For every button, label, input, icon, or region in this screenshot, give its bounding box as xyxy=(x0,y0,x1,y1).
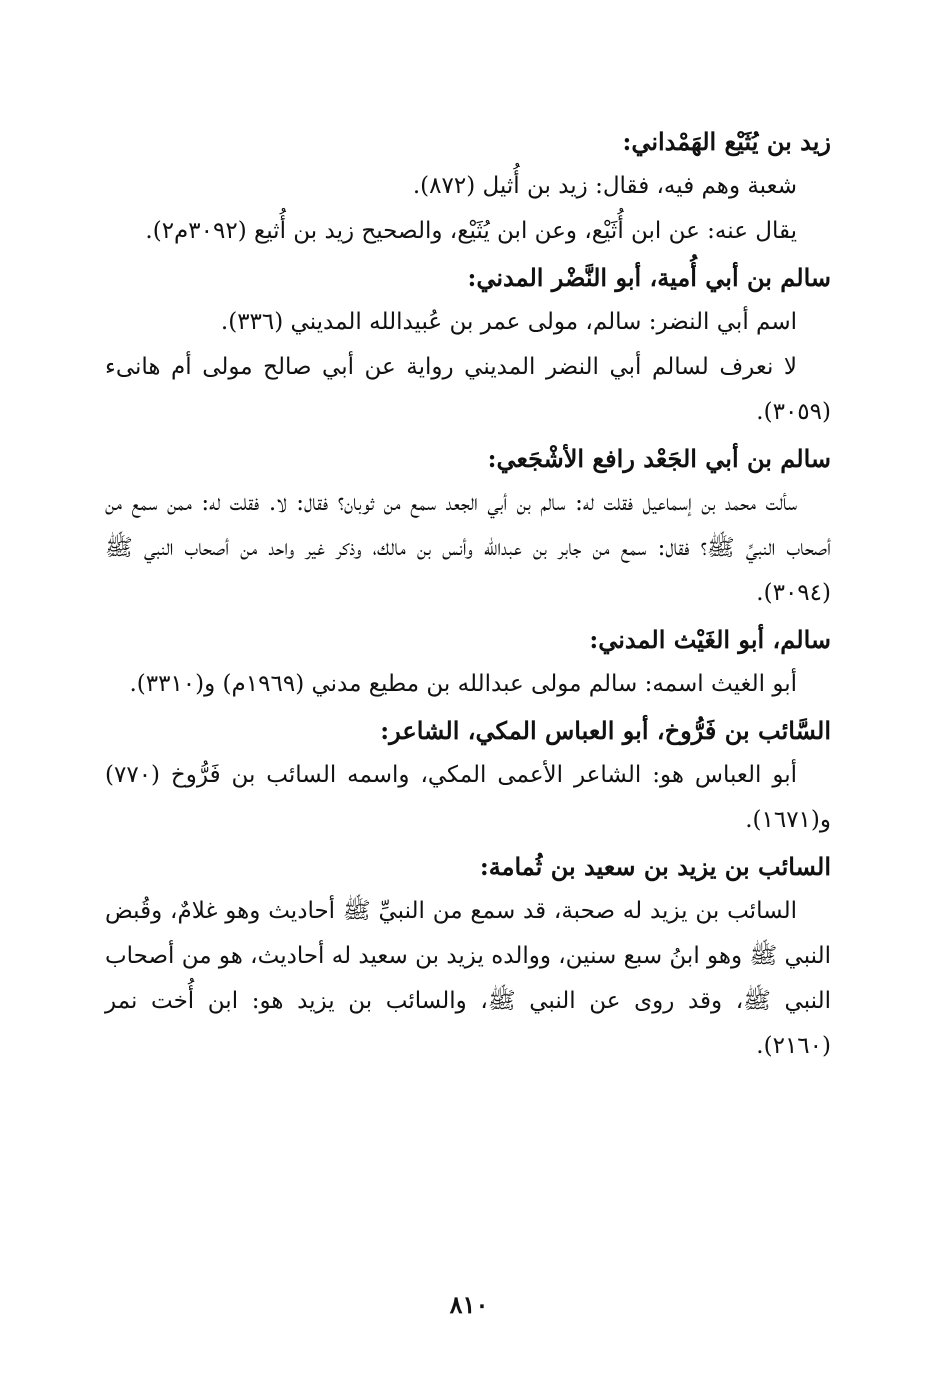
entry-title: السائب بن يزيد بن سعيد بن ثُمامة: xyxy=(479,852,831,881)
entry xyxy=(105,439,831,616)
entry-paragraph: أبو الغيث اسمه: سالم مولى عبدالله بن مطيع مدني (١٩٦٩م) و(٣٣١٠). xyxy=(129,671,797,697)
entry-title: سالم، أبو الغَيْث المدني: xyxy=(589,625,831,654)
entry xyxy=(105,258,831,435)
page-number: ٨١٠ xyxy=(449,1290,489,1319)
entry xyxy=(105,620,831,707)
entry xyxy=(105,847,831,1069)
entry-title: سالم بن أبي أُمية، أبو النَّضْر المدني: xyxy=(467,263,831,292)
entry-paragraph: شعبة وهم فيه، فقال: زيد بن أُثيل (٨٧٢). xyxy=(412,173,797,199)
entry-paragraph: السائب بن يزيد له صحبة، قد سمع من النبيِّ ﷺ أحاديث وهو غلامٌ، وقُبض النبي ﷺ وهو ابنُ سبع سنين، ووالده يزيد بن سعيد له أحاديث، هو من أصحاب النبي ﷺ، وقد روى عن النبي ﷺ، والسائب بن يزيد هو: ابن أُخت نمر (٢١٦٠). xyxy=(104,898,831,1059)
page-content xyxy=(105,118,831,1069)
entry-paragraph: سألت محمد بن إسماعيل فقلت له: سالم بن أبي الجعد سمع من ثوبان؟ فقال: لا. فقلت له: ممن سمع من أصحاب النبيِّ ﷺ؟ فقال: سمع من جابر بن عبدالله وأنس بن مالك، وذكر غير واحد من أصحاب النبي ﷺ (٣٠٩٤). xyxy=(105,490,831,606)
entry-title: زيد بن يُثَيْع الهَمْداني: xyxy=(622,127,831,156)
entry-title: سالم بن أبي الجَعْد رافع الأشْجَعي: xyxy=(487,444,831,473)
entry-title: السَّائب بن فَرُّوخ، أبو العباس المكي، الشاعر: xyxy=(380,716,831,745)
entry-paragraph: أبو العباس هو: الشاعر الأعمى المكي، واسمه السائب بن فَرُّوخ (٧٧٠) و(١٦٧١). xyxy=(105,762,831,833)
entry-paragraph: يقال عنه: عن ابن أُثَيْع، وعن ابن يُثَيْع، والصحيح زيد بن أُثيع (٣٠٩٢م٢). xyxy=(145,218,797,244)
entry xyxy=(105,122,831,254)
entry xyxy=(105,711,831,843)
entry-paragraph: اسم أبي النضر: سالم، مولى عمر بن عُبيدالله المديني (٣٣٦). xyxy=(220,309,797,335)
entry-paragraph: لا نعرف لسالم أبي النضر المديني رواية عن أبي صالح مولى أم هانىء (٣٠٥٩). xyxy=(105,354,831,425)
